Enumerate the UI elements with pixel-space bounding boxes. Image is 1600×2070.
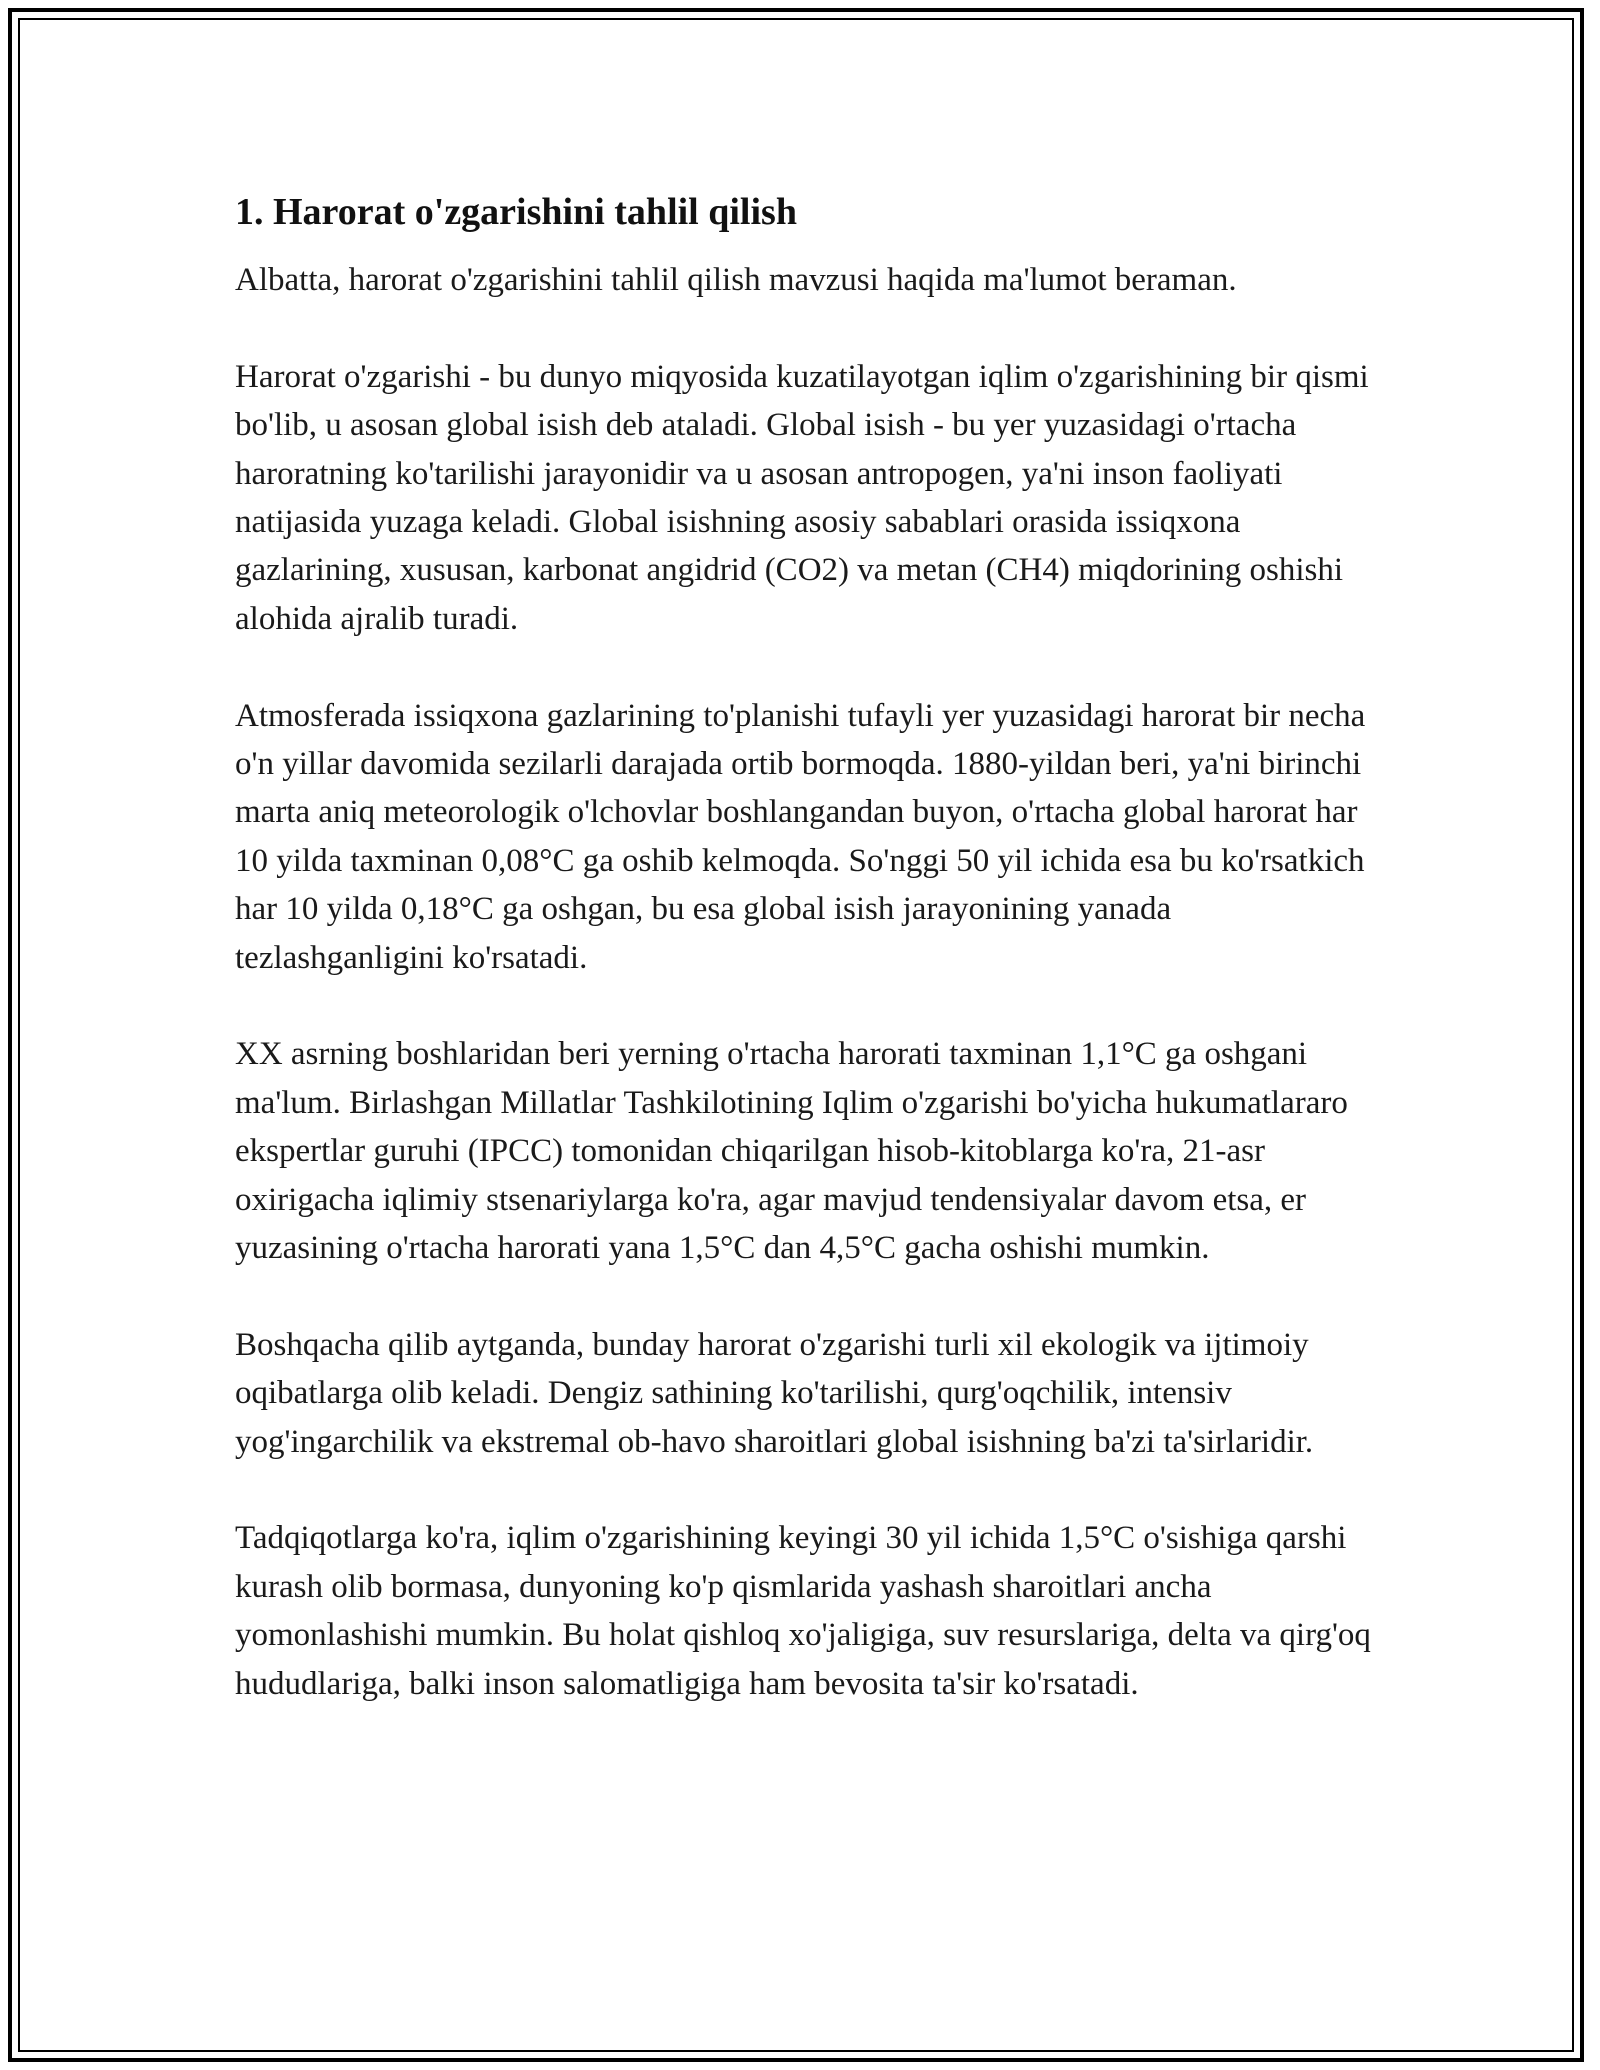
paragraph-intro: Albatta, harorat o'zgarishini tahlil qilish mavzusi haqida ma'lumot beraman. <box>235 262 1237 298</box>
document-body <box>235 182 1375 1708</box>
paragraph-accumulation: Atmosferada issiqxona gazlarining to'planishi tufayli yer yuzasidagi harorat bir necha o'n yillar davomida sezilarli darajada ortib bormoqda. 1880-yildan beri, ya'ni birinchi marta aniq meteorologik o'lchovlar boshlangandan buyon, o'rtacha global harorat har 10 yilda taxminan 0,08°C ga oshib kelmoqda. So'nggi 50 yil ichida esa bu ko'rsatkich har 10 yilda 0,18°C ga oshgan, bu esa global isish jarayonining yanada tezlashganligini ko'rsatadi. <box>235 697 1366 976</box>
paragraph-consequences: Boshqacha qilib aytganda, bunday harorat o'zgarishi turli xil ekologik va ijtimoiy oqibatlarga olib keladi. Dengiz sathining ko'tarilishi, qurg'oqchilik, intensiv yog'ingarchilik va ekstremal ob-havo sharoitlari global isishning ba'zi ta'sirlaridir. <box>235 1326 1314 1460</box>
section-title: 1. Harorat o'zgarishini tahlil qilish <box>235 191 797 233</box>
paragraph-ipcc: XX asrning boshlaridan beri yerning o'rtacha harorati taxminan 1,1°C ga oshgani ma'lum. Birlashgan Millatlar Tashkilotining Iqlim o'zgarishi bo'yicha hukumatlararo ekspertlar guruhi (IPCC) tomonidan chiqarilgan hisob-kitoblarga ko'ra, 21-asr oxirigacha iqlimiy stsenariylarga ko'ra, agar mavjud tendensiyalar davom etsa, er yuzasining o'rtacha harorati yana 1,5°C dan 4,5°C gacha oshishi mumkin. <box>235 1036 1348 1267</box>
paragraph-definition: Harorat o'zgarishi - bu dunyo miqyosida kuzatilayotgan iqlim o'zgarishining bir qismi bo'lib, u asosan global isish deb ataladi. Global isish - bu yer yuzasidagi o'rtacha haroratning ko'tarilishi jarayonidir va u asosan antropogen, ya'ni inson faoliyati natijasida yuzaga keladi. Global isishning asosiy sabablari orasida issiqxona gazlarining, xususan, karbonat angidrid (CO2) va metan (CH4) miqdorining oshishi alohida ajralib turadi. <box>235 358 1369 637</box>
paragraph-research: Tadqiqotlarga ko'ra, iqlim o'zgarishining keyingi 30 yil ichida 1,5°C o'sishiga qarshi kurash olib bormasa, dunyoning ko'p qismlarida yashash sharoitlari ancha yomonlashishi mumkin. Bu holat qishloq xo'jaligiga, suv resurslariga, delta va qirg'oq hududlariga, balki inson salomatligiga ham bevosita ta'sir ko'rsatadi. <box>235 1520 1371 1702</box>
